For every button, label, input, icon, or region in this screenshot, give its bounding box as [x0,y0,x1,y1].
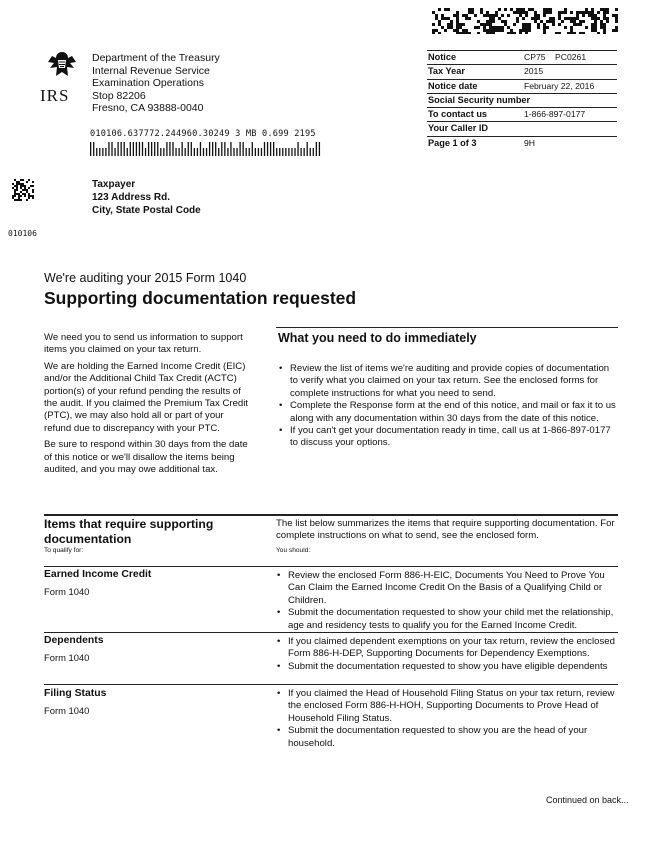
postal-barcode [90,142,322,156]
divider [44,566,618,567]
item-title: Earned Income Credit [44,569,152,580]
notice-row-label: Social Security number [428,94,531,105]
notice-row [427,80,617,94]
intro-text [44,332,250,480]
to-qualify-label: To qualify for: [44,547,84,554]
irs-logo-text: IRS [40,86,70,105]
notice-row-label: Page 1 of 3 [428,137,477,148]
item-form: Form 1040 [44,705,90,716]
immediate-title: What you need to do immediately [278,331,477,345]
notice-row-value [524,94,617,107]
notice-row [427,94,617,108]
notice-row-value: 2015 [524,66,544,77]
divider [44,632,618,633]
notice-row-value: February 22, 2016 [524,80,595,91]
divider [44,684,618,685]
notice-row-label: Tax Year [428,66,465,77]
item-form: Form 1040 [44,586,90,597]
item-instructions [276,570,618,632]
list-item: • Submit the documentation requested to show your child met the relationship, age and residency tests to qualify you for the Earned Income Credit. [276,607,618,632]
list-item: • Complete the Response form at the end of this notice, and mail or fax it to us along with any documentation within 30 days from the date of this notice. [278,400,618,425]
divider [44,514,618,516]
notice-row [427,122,617,136]
agency-address [92,52,220,115]
items-heading: Items that require supporting documentation [44,517,214,546]
notice-info-table [427,50,617,150]
notice-row [427,65,617,79]
item-instructions [276,688,618,750]
notice-row [427,50,617,65]
agency-line: Internal Revenue Service [92,64,210,77]
qr-code [12,179,34,201]
notice-row-label: Notice date [428,80,478,91]
agency-line: Fresno, CA 93888-0040 [92,102,204,115]
intro-paragraph: We need you to send us information to support items you claimed on your tax return. [44,332,243,356]
auditing-line: We're auditing your 2015 Form 1040 [44,271,247,285]
agency-line: Department of the Treasury [92,52,220,64]
item-title: Dependents [44,635,104,646]
item-title: Filing Status [44,688,107,699]
list-item: • Submit the documentation requested to show you have eligible dependents [276,661,618,673]
notice-row-label: To contact us [428,109,488,120]
notice-row-value: 1-866-897-0177 [524,109,586,120]
continued-note: Continued on back... [546,795,629,805]
divider [276,327,618,328]
eagle-icon [44,50,80,80]
taxpayer-address [92,178,201,217]
notice-row-value [524,122,617,135]
agency-line: Stop 82206 [92,89,146,102]
intro-paragraph: We are holding the Earned Income Credit (EIC) and/or the Additional Child Tax Credit (ACTC) portion(s) of your refund pending the results of the audit. If you claimed the Premium Tax Credit (PTC), we may also hold all or part of your refund due to discrepancy with your PTC. [44,360,249,434]
notice-row-label: Your Caller ID [428,123,489,134]
notice-row [427,108,617,122]
page-title: Supporting documentation requested [44,288,357,308]
tracking-number: 010106.637772.244960.30249 3 MB 0.699 2195 [90,129,316,139]
list-item: • If you can't get your documentation ready in time, call us at 1-866-897-0177 to discuss your options. [278,425,618,450]
list-item: • Submit the documentation requested to show you are the head of your household. [276,725,618,750]
side-code: 010106 [8,229,37,238]
immediate-list [278,363,618,450]
notice-row-value: CP75 PC0261 [524,52,587,62]
item-form: Form 1040 [44,652,90,663]
notice-row [427,137,617,150]
agency-line: Examination Operations [92,77,205,90]
items-summary: The list below summarizes the items that require supporting documentation. For complete instructions on what to send, see the enclosed form. [276,518,615,542]
notice-row-value: 9H [524,137,535,148]
list-item: • If you claimed dependent exemptions on your tax return, review the enclosed Form 886-H-DEP, Supporting Documents for Dependency Exemptions. [276,636,618,661]
irs-logo [40,50,86,110]
taxpayer-name: Taxpayer [92,179,136,190]
intro-paragraph: Be sure to respond within 30 days from the date of this notice or we'll disallow the items being audited, and you may owe additional tax. [44,439,248,476]
notice-row-label: Notice [428,52,457,62]
top-barcode [432,8,618,34]
taxpayer-address-line: 123 Address Rd. [92,192,170,203]
item-instructions [276,636,618,673]
list-item: • If you claimed the Head of Household Filing Status on your tax return, review the enclosed Form 886-H-HOH, Supporting Documents to Prove Head of Household Filing Status. [276,688,618,725]
you-should-label: You should: [276,547,311,554]
list-item: • Review the enclosed Form 886-H-EIC, Documents You Need to Prove You Can Claim the Earned Income Credit On the Basis of a Qualifying Child or Children. [276,570,618,607]
list-item: • Review the list of items we're auditing and provide copies of documentation to verify what you claimed on your tax return. See the enclosed forms for complete instructions for what you need to send. [278,363,618,400]
taxpayer-address-line: City, State Postal Code [92,205,201,216]
